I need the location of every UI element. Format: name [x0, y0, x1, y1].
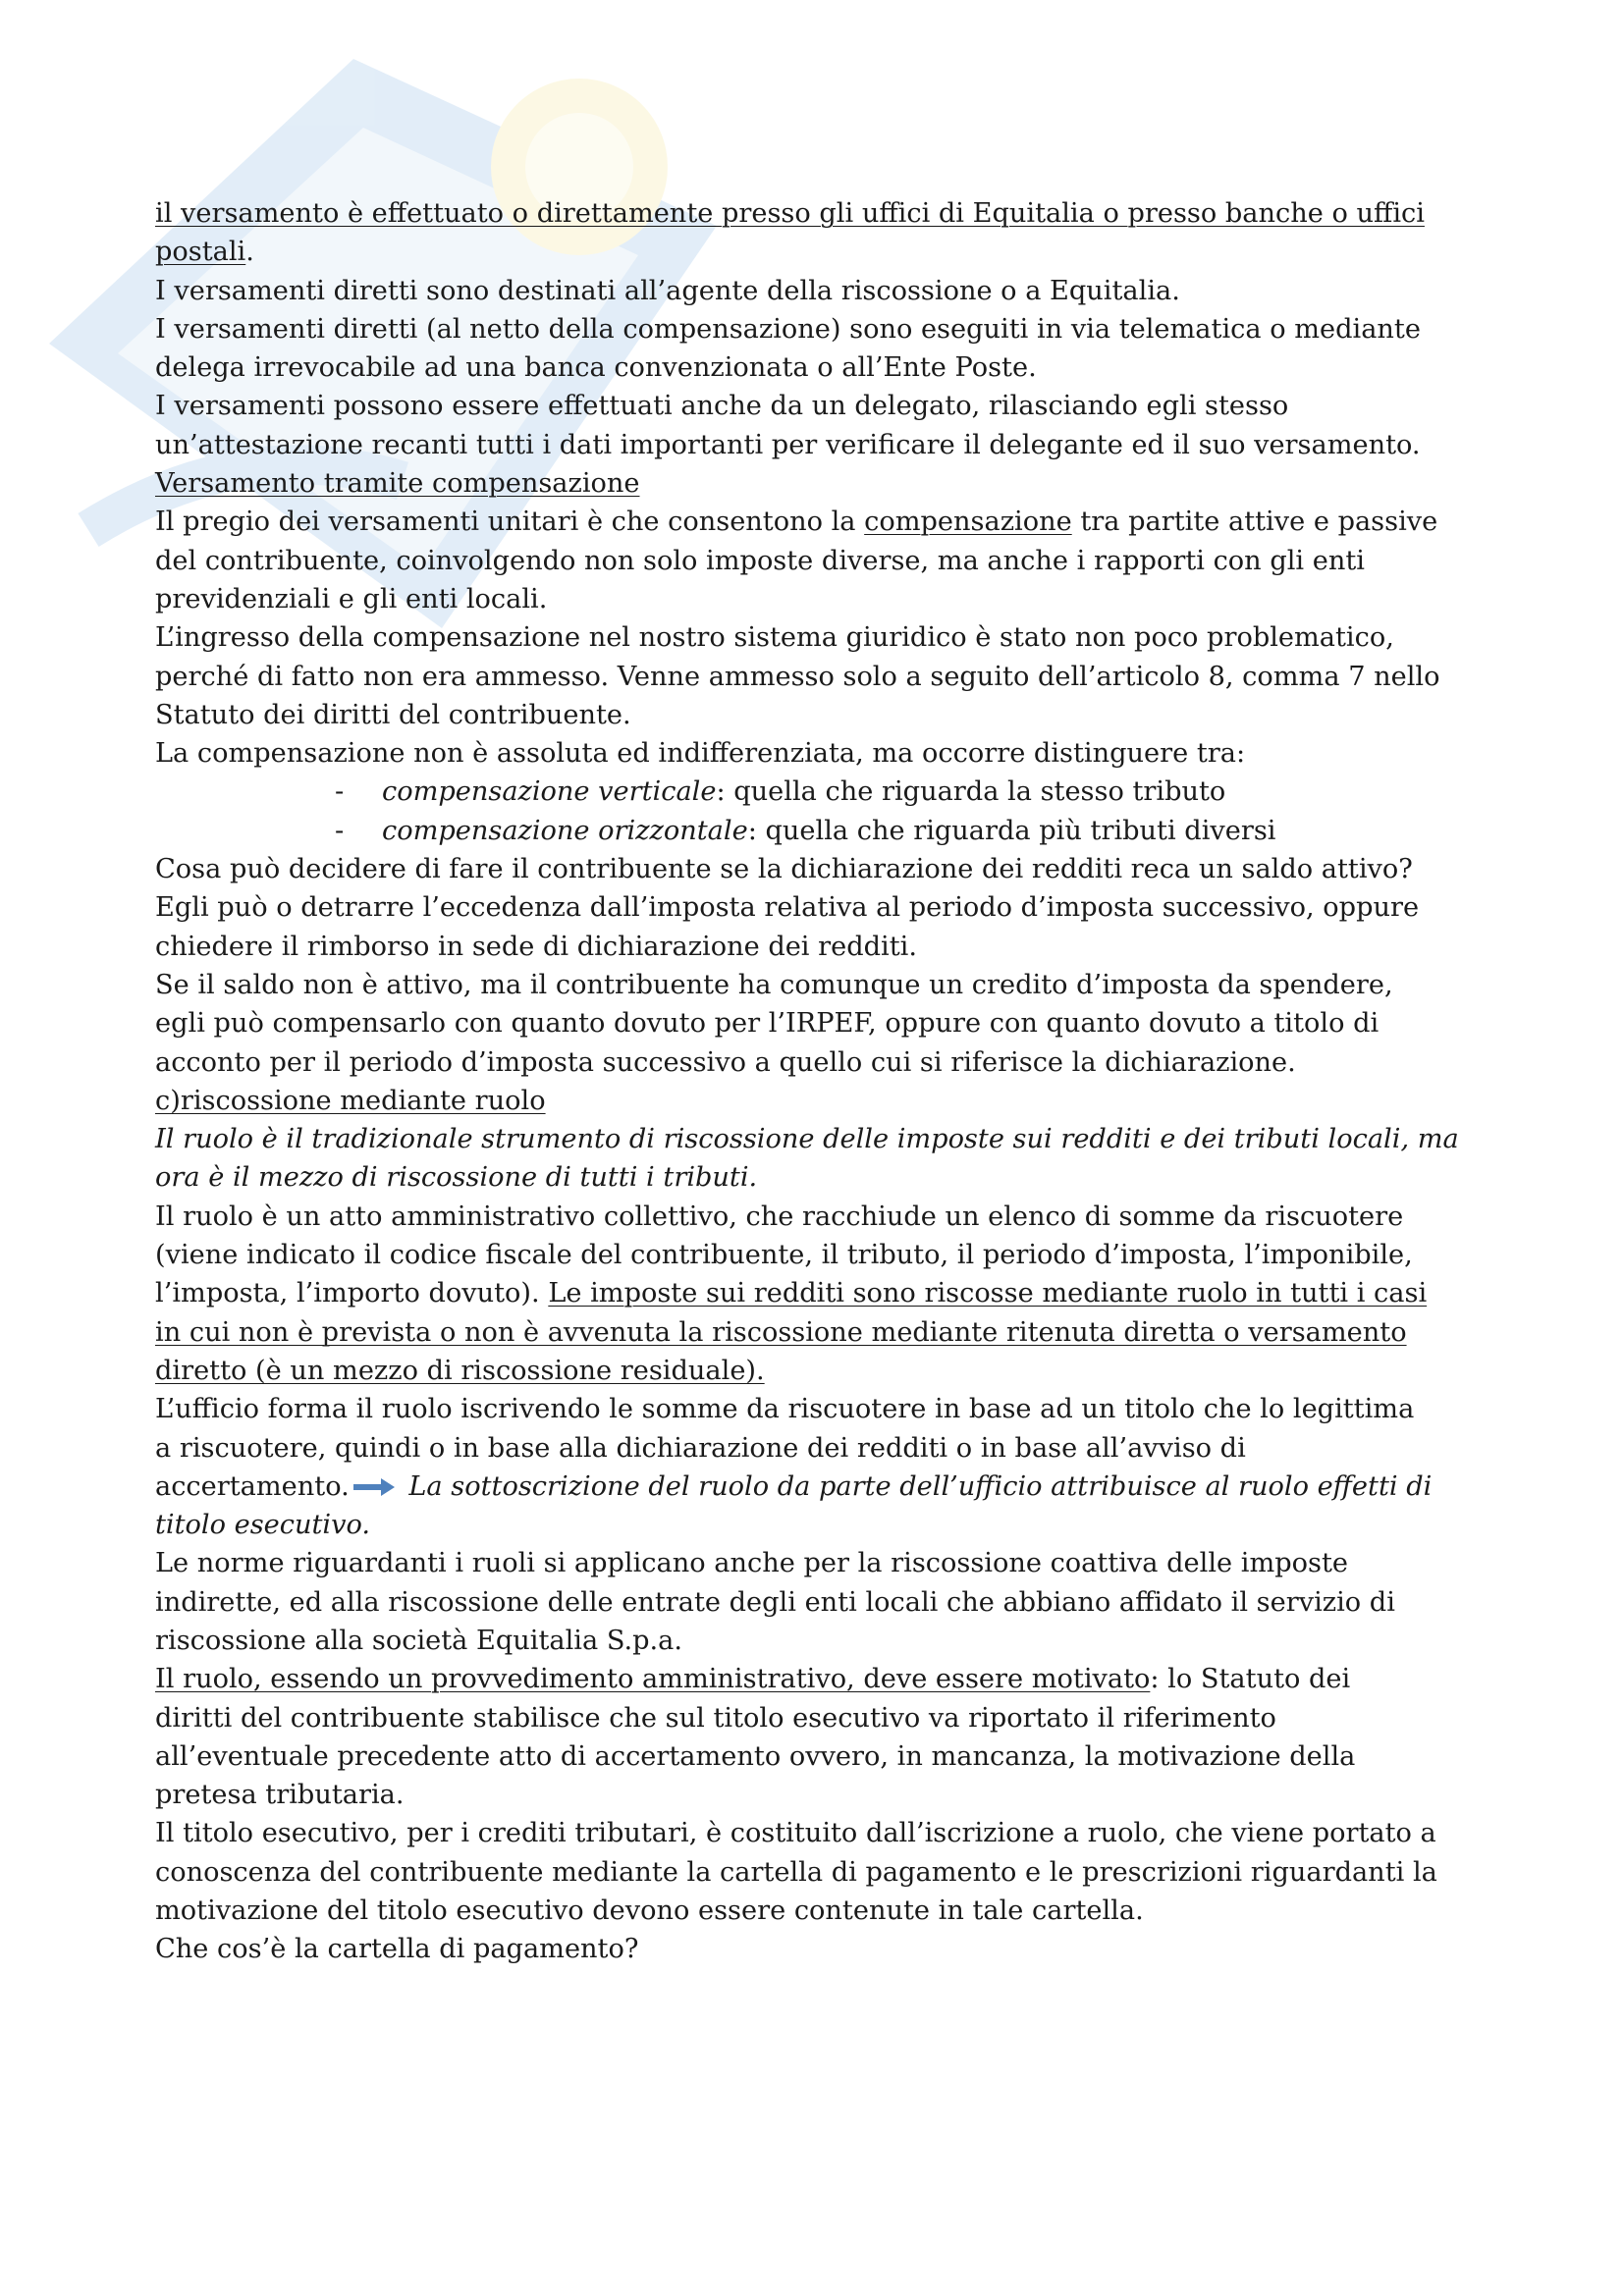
text-segment: Cosa può decidere di fare il contribuente se la dichiarazione dei redditi reca un saldo attivo?	[155, 854, 1413, 885]
italic-text: titolo esecutivo.	[155, 1510, 370, 1541]
text-segment: Le norme riguardanti i ruoli si applicano anche per la riscossione coattiva delle imposte	[155, 1548, 1348, 1579]
text-line	[155, 1699, 1490, 1737]
italic-text: compensazione verticale	[382, 776, 717, 808]
text-line	[155, 1892, 1490, 1930]
text-line	[155, 1274, 1490, 1312]
text-segment: egli può compensarlo con quanto dovuto per l’IRPEF, oppure con quanto dovuto a titolo di	[155, 1008, 1380, 1040]
text-line	[155, 580, 1490, 618]
underlined-text: Il ruolo, essendo un provvedimento amministrativo, deve essere motivato	[155, 1664, 1151, 1695]
text-segment: : quella che riguarda la stesso tributo	[716, 776, 1226, 808]
text-line	[155, 1043, 1490, 1082]
text-line	[155, 1622, 1490, 1660]
text-line	[155, 310, 1490, 348]
text-line	[155, 850, 1490, 888]
text-line	[155, 464, 1490, 503]
text-line	[155, 1236, 1490, 1274]
text-line	[155, 1158, 1490, 1197]
bullet-dash: -	[335, 815, 345, 846]
text-line	[155, 233, 1490, 271]
italic-text: ora è il mezzo di riscossione di tutti i tributi.	[155, 1162, 758, 1194]
text-line	[155, 1506, 1490, 1544]
text-segment: delega irrevocabile ad una banca convenzionata o all’Ente Poste.	[155, 352, 1037, 384]
text-segment: accertamento.	[155, 1470, 350, 1502]
text-line	[155, 387, 1490, 425]
text-segment: l’imposta, l’importo dovuto).	[155, 1278, 549, 1309]
text-segment: I versamenti possono essere effettuati anche da un delegato, rilasciando egli stesso	[155, 391, 1289, 422]
underlined-text: il versamento è effettuato o direttamente presso gli uffici di Equitalia o presso banche o uffici	[155, 198, 1425, 229]
text-line	[155, 1004, 1490, 1042]
text-line	[155, 426, 1490, 464]
text-line	[155, 1853, 1490, 1892]
text-segment: Il ruolo è un atto amministrativo collettivo, che racchiude un elenco di somme da riscuotere	[155, 1201, 1404, 1232]
italic-text: La sottoscrizione del ruolo da parte dell’ufficio attribuisce al ruolo effetti di	[400, 1470, 1433, 1502]
text-line	[155, 696, 1490, 734]
text-line	[155, 1583, 1490, 1622]
text-segment: Che cos’è la cartella di pagamento?	[155, 1934, 639, 1965]
text-segment: conoscenza del contribuente mediante la cartella di pagamento e le prescrizioni riguardanti la	[155, 1856, 1437, 1888]
text-segment: a riscuotere, quindi o in base alla dichiarazione dei redditi o in base all’avviso di	[155, 1432, 1246, 1464]
text-segment: Statuto dei diritti del contribuente.	[155, 699, 631, 730]
text-segment: : lo Statuto dei	[1150, 1664, 1351, 1695]
underlined-text: c)riscossione mediante ruolo	[155, 1085, 546, 1116]
text-segment: acconto per il periodo d’imposta successivo a quello cui si riferisce la dichiarazione.	[155, 1046, 1296, 1078]
text-segment: tra partite attive e passive	[1071, 507, 1438, 538]
text-line	[155, 542, 1490, 580]
text-line	[155, 1313, 1490, 1352]
text-line	[155, 1660, 1490, 1698]
text-line	[155, 1737, 1490, 1776]
text-segment: .	[245, 237, 254, 268]
text-line	[155, 966, 1490, 1004]
text-line	[155, 348, 1490, 387]
text-segment: Il titolo esecutivo, per i crediti tributari, è costituito dall’iscrizione a ruolo, che viene portato a	[155, 1818, 1436, 1849]
text-line	[155, 1776, 1490, 1814]
text-segment: Se il saldo non è attivo, ma il contribuente ha comunque un credito d’imposta da spendere,	[155, 969, 1393, 1000]
text-segment: motivazione del titolo esecutivo devono essere contenute in tale cartella.	[155, 1896, 1144, 1927]
text-line	[155, 1930, 1490, 1968]
text-line	[155, 1468, 1490, 1506]
text-segment: L’ufficio forma il ruolo iscrivendo le somme da riscuotere in base ad un titolo che lo legittima	[155, 1394, 1415, 1425]
text-segment: pretesa tributaria.	[155, 1780, 405, 1811]
text-line	[155, 1814, 1490, 1852]
text-line	[155, 1198, 1490, 1236]
text-segment: del contribuente, coinvolgendo non solo imposte diverse, ma anche i rapporti con gli enti	[155, 545, 1365, 576]
text-segment: diritti del contribuente stabilisce che sul titolo esecutivo va riportato il riferimento	[155, 1702, 1276, 1734]
text-segment: La compensazione non è assoluta ed indifferenziata, ma occorre distinguere tra:	[155, 738, 1246, 770]
underlined-text: Versamento tramite compensazione	[155, 468, 640, 500]
text-segment: riscossione alla società Equitalia S.p.a.	[155, 1625, 683, 1656]
text-line	[155, 658, 1490, 696]
text-segment: I versamenti diretti (al netto della compensazione) sono eseguiti in via telematica o mediante	[155, 313, 1421, 345]
text-segment: previdenziali e gli enti locali.	[155, 583, 548, 614]
underlined-text: postali	[155, 237, 246, 268]
text-line	[155, 1120, 1490, 1158]
underlined-text: compensazione	[864, 507, 1072, 538]
bullet-dash: -	[335, 776, 345, 808]
text-segment: all’eventuale precedente atto di accertamento ovvero, in mancanza, la motivazione della	[155, 1740, 1356, 1772]
text-segment: I versamenti diretti sono destinati all’agente della riscossione o a Equitalia.	[155, 275, 1180, 306]
text-segment: chiedere il rimborso in sede di dichiarazione dei redditi.	[155, 931, 917, 962]
document-body	[155, 194, 1490, 1969]
underlined-text: Le imposte sui redditi sono riscosse mediante ruolo in tutti i casi	[548, 1278, 1428, 1309]
text-line	[155, 1352, 1490, 1390]
underlined-text: diretto (è un mezzo di riscossione residuale).	[155, 1355, 765, 1386]
underlined-text: in cui non è prevista o non è avvenuta la riscossione mediante ritenuta diretta o versamento	[155, 1316, 1407, 1348]
bullet-line	[155, 812, 1490, 850]
text-line	[155, 194, 1490, 233]
text-segment: L’ingresso della compensazione nel nostro sistema giuridico è stato non poco problematico,	[155, 622, 1394, 654]
text-line	[155, 888, 1490, 927]
text-segment: perché di fatto non era ammesso. Venne ammesso solo a seguito dell’articolo 8, comma 7 nello	[155, 661, 1440, 692]
italic-text: Il ruolo è il tradizionale strumento di riscossione delle imposte sui redditi e dei tributi locali, ma	[155, 1124, 1459, 1155]
bullet-line	[155, 773, 1490, 811]
text-line	[155, 1544, 1490, 1582]
text-segment: Egli può o detrarre l’eccedenza dall’imposta relativa al periodo d’imposta successivo, oppure	[155, 892, 1420, 924]
text-line	[155, 503, 1490, 541]
text-line	[155, 272, 1490, 310]
text-line	[155, 928, 1490, 966]
text-line	[155, 734, 1490, 773]
text-line	[155, 1390, 1490, 1428]
text-segment: (viene indicato il codice fiscale del contribuente, il tributo, il periodo d’imposta, l’imponibile,	[155, 1240, 1413, 1271]
text-line	[155, 1082, 1490, 1120]
right-arrow-icon	[352, 1476, 397, 1498]
text-segment: : quella che riguarda più tributi diversi	[747, 815, 1276, 846]
italic-text: compensazione orizzontale	[382, 815, 748, 846]
text-segment: Il pregio dei versamenti unitari è che consentono la	[155, 507, 865, 538]
text-line	[155, 1429, 1490, 1468]
text-line	[155, 618, 1490, 657]
text-segment: un’attestazione recanti tutti i dati importanti per verificare il delegante ed il suo versamento.	[155, 429, 1421, 460]
text-segment: indirette, ed alla riscossione delle entrate degli enti locali che abbiano affidato il servizio di	[155, 1586, 1395, 1618]
